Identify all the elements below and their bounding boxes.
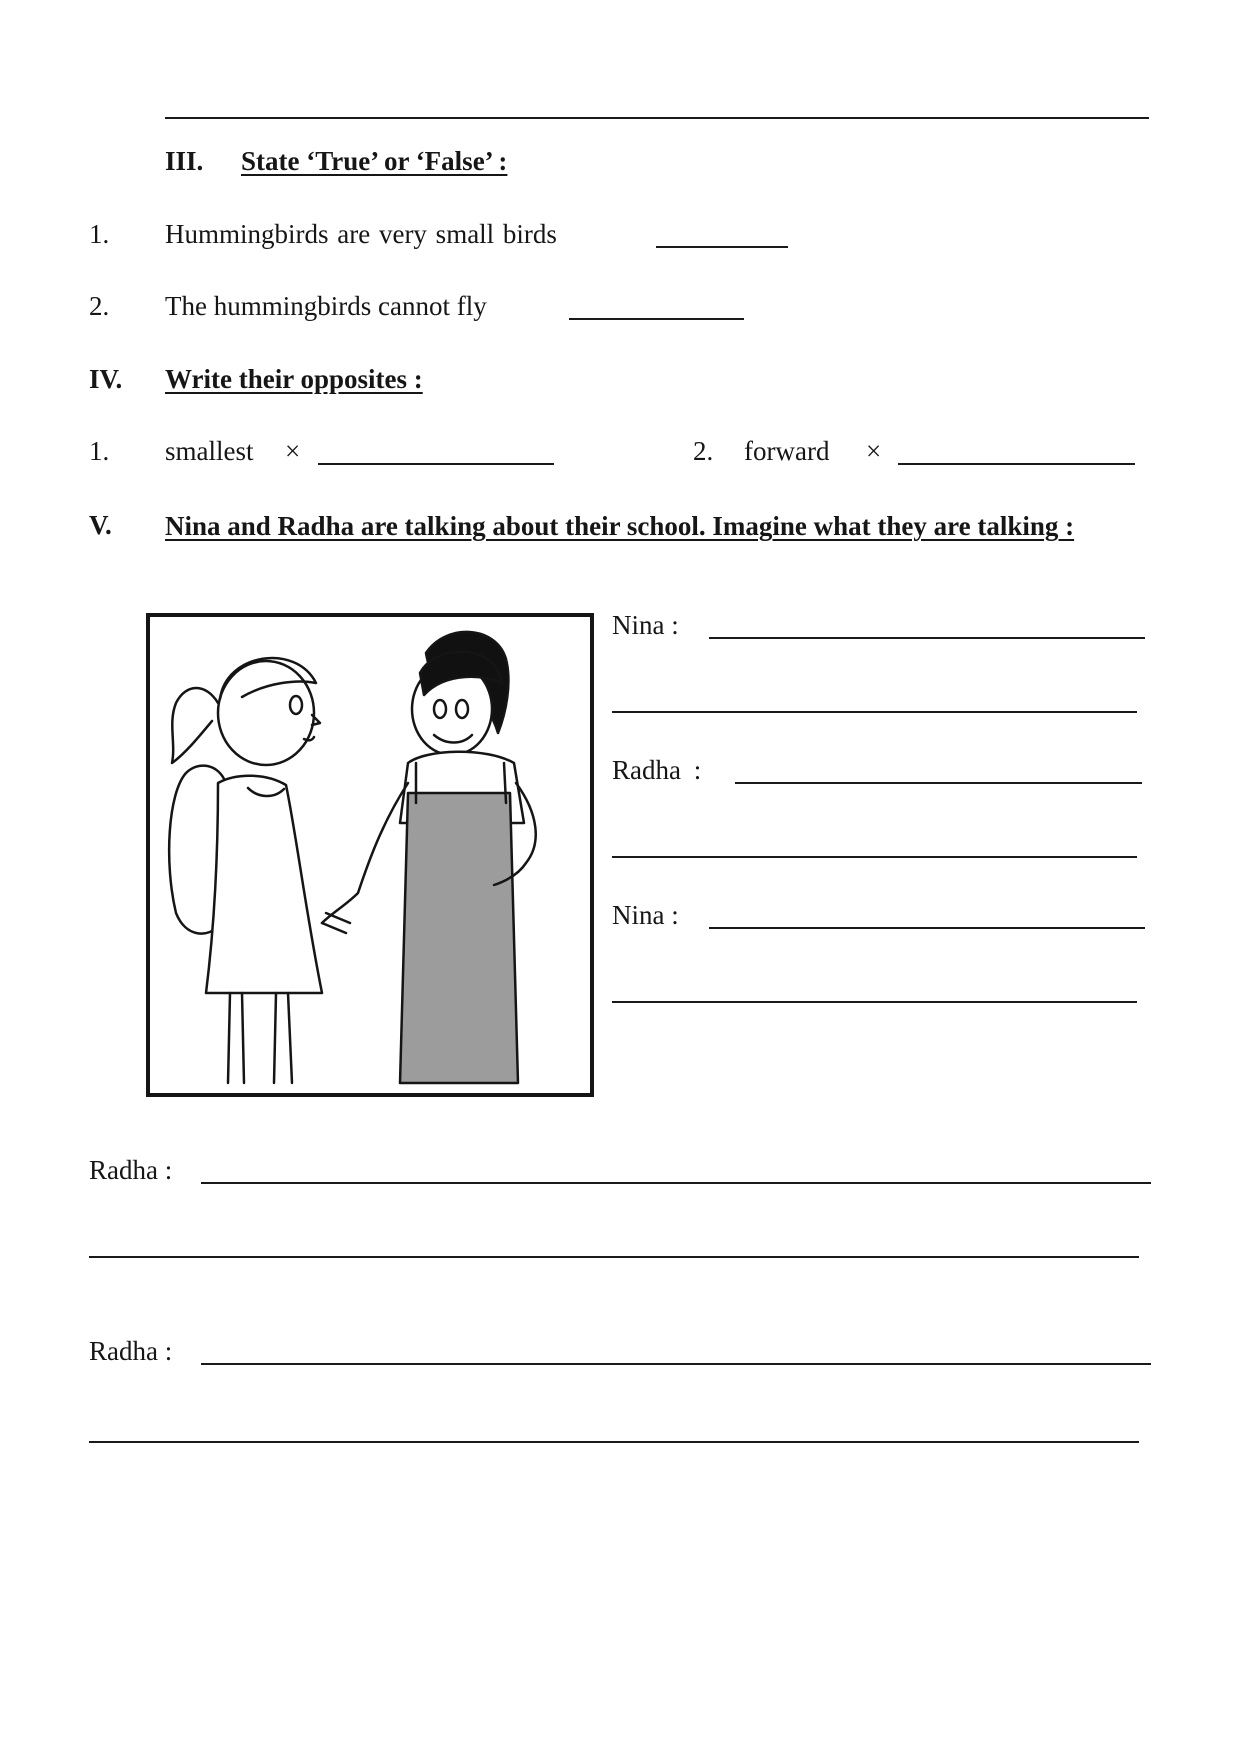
dialogue-line-3[interactable] xyxy=(709,927,1145,929)
dialogue-line-4[interactable] xyxy=(201,1182,1151,1184)
dialogue-line-4-cont[interactable] xyxy=(89,1256,1139,1258)
answer-blank-4-1[interactable] xyxy=(318,463,554,465)
section-4-heading: Write their opposites : xyxy=(165,364,423,394)
speaker-label-radha-2: Radha : xyxy=(89,1155,173,1185)
opposite-2-word: forward xyxy=(744,436,830,466)
opposite-1-number: 1. xyxy=(89,436,110,466)
dialogue-line-3-cont[interactable] xyxy=(612,1001,1137,1003)
section-4-number: IV. xyxy=(89,364,123,394)
dialogue-line-5-cont[interactable] xyxy=(89,1441,1139,1443)
answer-blank-3-1[interactable] xyxy=(656,246,788,248)
dialogue-line-1[interactable] xyxy=(709,637,1145,639)
dialogue-line-5[interactable] xyxy=(201,1363,1151,1365)
opposite-2-number: 2. xyxy=(693,436,714,466)
answer-blank-3-2[interactable] xyxy=(569,318,744,320)
dialogue-line-1-cont[interactable] xyxy=(612,711,1137,713)
section-3-number: III. xyxy=(165,146,204,176)
dialogue-line-2-cont[interactable] xyxy=(612,856,1137,858)
opposite-1-sign: × xyxy=(285,436,301,466)
question-3-2-number: 2. xyxy=(89,291,110,321)
top-rule xyxy=(165,117,1149,119)
opposite-2-sign: × xyxy=(866,436,882,466)
section-5-number: V. xyxy=(89,510,112,540)
speaker-label-nina-1: Nina : xyxy=(612,610,679,640)
section-3-heading: State ‘True’ or ‘False’ : xyxy=(241,146,508,176)
dialogue-line-2[interactable] xyxy=(735,782,1142,784)
section-5-heading: Nina and Radha are talking about their school. Imagine what they are talking : xyxy=(165,511,1075,541)
answer-blank-4-2[interactable] xyxy=(898,463,1135,465)
opposite-1-word: smallest xyxy=(165,436,254,466)
speaker-label-radha-1: Radha : xyxy=(612,755,702,785)
speaker-label-radha-3: Radha : xyxy=(89,1336,173,1366)
question-3-2-text: The hummingbirds cannot fly xyxy=(165,291,487,321)
question-3-1-text: Hummingbirds are very small birds xyxy=(165,219,557,249)
two-girls-illustration xyxy=(146,613,594,1097)
question-3-1-number: 1. xyxy=(89,219,110,249)
speaker-label-nina-2: Nina : xyxy=(612,900,679,930)
